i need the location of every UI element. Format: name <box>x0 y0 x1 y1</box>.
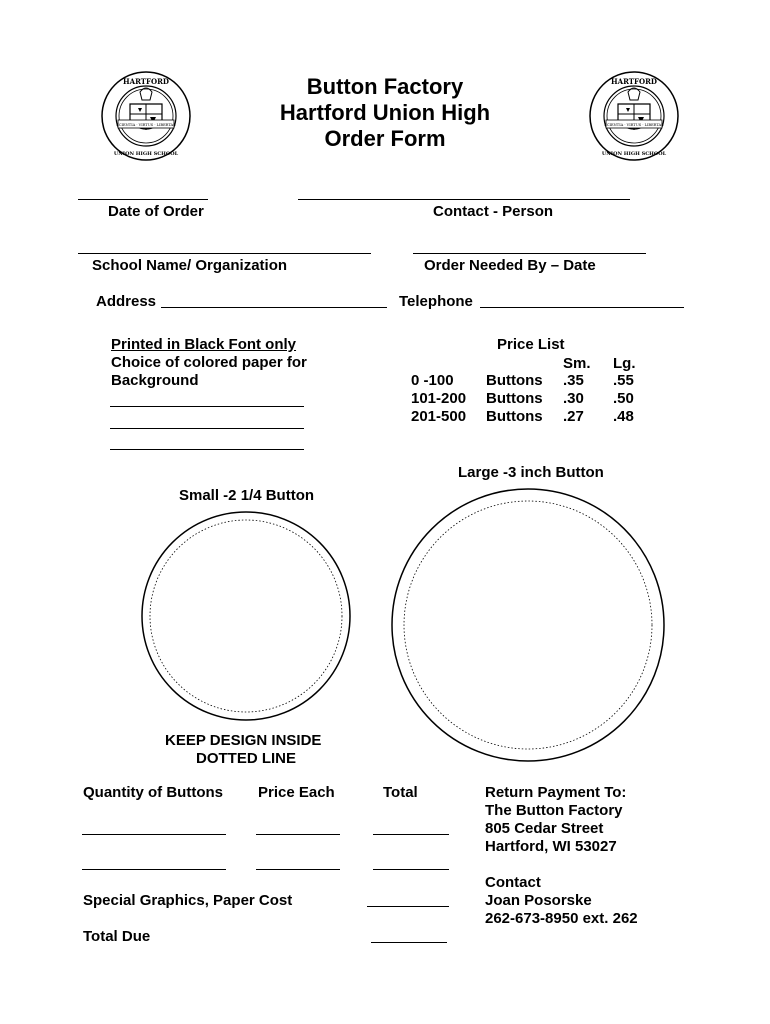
contact-heading: Contact <box>485 874 541 891</box>
payment-street: 805 Cedar Street <box>485 820 604 837</box>
date-of-order-label: Date of Order <box>108 203 204 220</box>
large-button-template <box>390 487 666 763</box>
quantity-line-1[interactable] <box>82 834 226 835</box>
address-label: Address <box>96 293 157 310</box>
date-of-order-line[interactable] <box>78 199 208 200</box>
school-name-line[interactable] <box>78 253 371 254</box>
special-graphics-label: Special Graphics, Paper Cost <box>83 892 293 909</box>
contact-phone: 262-673-8950 ext. 262 <box>485 910 638 927</box>
seal-bottom-text: UNION HIGH SCHOOL <box>113 151 179 157</box>
price-item: Buttons <box>486 372 543 389</box>
keep-design-note-1: KEEP DESIGN INSIDE <box>165 732 322 749</box>
title-line-3: Order Form <box>324 126 446 151</box>
total-header: Total <box>383 784 418 801</box>
order-needed-line[interactable] <box>413 253 646 254</box>
svg-text:HARTFORD: HARTFORD <box>611 77 657 86</box>
price-each-line-1[interactable] <box>256 834 340 835</box>
price-row <box>0 372 770 390</box>
price-large: .55 <box>613 372 634 389</box>
paper-color-line-3[interactable] <box>110 449 304 450</box>
price-col-small: Sm. <box>563 355 591 372</box>
paper-choice-line-2: Background <box>111 372 199 389</box>
contact-person-line[interactable] <box>298 199 630 200</box>
title-line-2: Hartford Union High <box>279 100 491 125</box>
price-list-title: Price List <box>497 336 565 353</box>
price-small: .35 <box>563 372 584 389</box>
price-large: .50 <box>613 390 634 407</box>
price-large: .48 <box>613 408 634 425</box>
paper-color-line-2[interactable] <box>110 428 304 429</box>
payment-city: Hartford, WI 53027 <box>485 838 617 855</box>
seal-top-text: HARTFORD <box>123 77 169 86</box>
price-each-line-2[interactable] <box>256 869 340 870</box>
total-due-label: Total Due <box>83 928 151 945</box>
price-small: .30 <box>563 390 584 407</box>
price-col-large: Lg. <box>613 355 636 372</box>
quantity-line-2[interactable] <box>82 869 226 870</box>
contact-person-label: Contact - Person <box>433 203 554 220</box>
total-line-2[interactable] <box>373 869 449 870</box>
black-font-note: Printed in Black Font only <box>111 336 297 353</box>
payment-name: The Button Factory <box>485 802 623 819</box>
address-line[interactable] <box>161 307 387 308</box>
svg-text:SCIENTIA · VIRTUS · LIBERTAS: SCIENTIA · VIRTUS · LIBERTAS <box>604 123 664 127</box>
small-button-label: Small -2 1/4 Button <box>179 487 315 504</box>
total-due-line[interactable] <box>371 942 447 943</box>
price-each-header: Price Each <box>258 784 335 801</box>
price-row <box>0 408 770 426</box>
price-item: Buttons <box>486 390 543 407</box>
paper-choice-line-1: Choice of colored paper for <box>111 354 307 371</box>
contact-name: Joan Posorske <box>485 892 592 909</box>
school-name-label: School Name/ Organization <box>92 257 288 274</box>
special-graphics-line[interactable] <box>367 906 449 907</box>
seal-ribbon-text: SCIENTIA · VIRTUS · LIBERTAS <box>116 123 176 127</box>
telephone-label: Telephone <box>399 293 473 310</box>
price-item: Buttons <box>486 408 543 425</box>
return-payment-heading: Return Payment To: <box>485 784 627 801</box>
page-title <box>0 74 770 152</box>
price-row <box>0 390 770 408</box>
price-range: 0 -100 <box>411 372 454 389</box>
order-needed-label: Order Needed By – Date <box>424 257 596 274</box>
title-line-1: Button Factory <box>306 74 464 99</box>
quantity-header: Quantity of Buttons <box>83 784 223 801</box>
small-button-template <box>140 510 352 722</box>
svg-text:UNION HIGH SCHOOL: UNION HIGH SCHOOL <box>601 151 667 157</box>
telephone-line[interactable] <box>480 307 684 308</box>
total-line-1[interactable] <box>373 834 449 835</box>
large-button-label: Large -3 inch Button <box>458 464 604 481</box>
keep-design-note-2: DOTTED LINE <box>196 750 296 767</box>
price-small: .27 <box>563 408 584 425</box>
price-range: 201-500 <box>411 408 467 425</box>
price-range: 101-200 <box>411 390 467 407</box>
